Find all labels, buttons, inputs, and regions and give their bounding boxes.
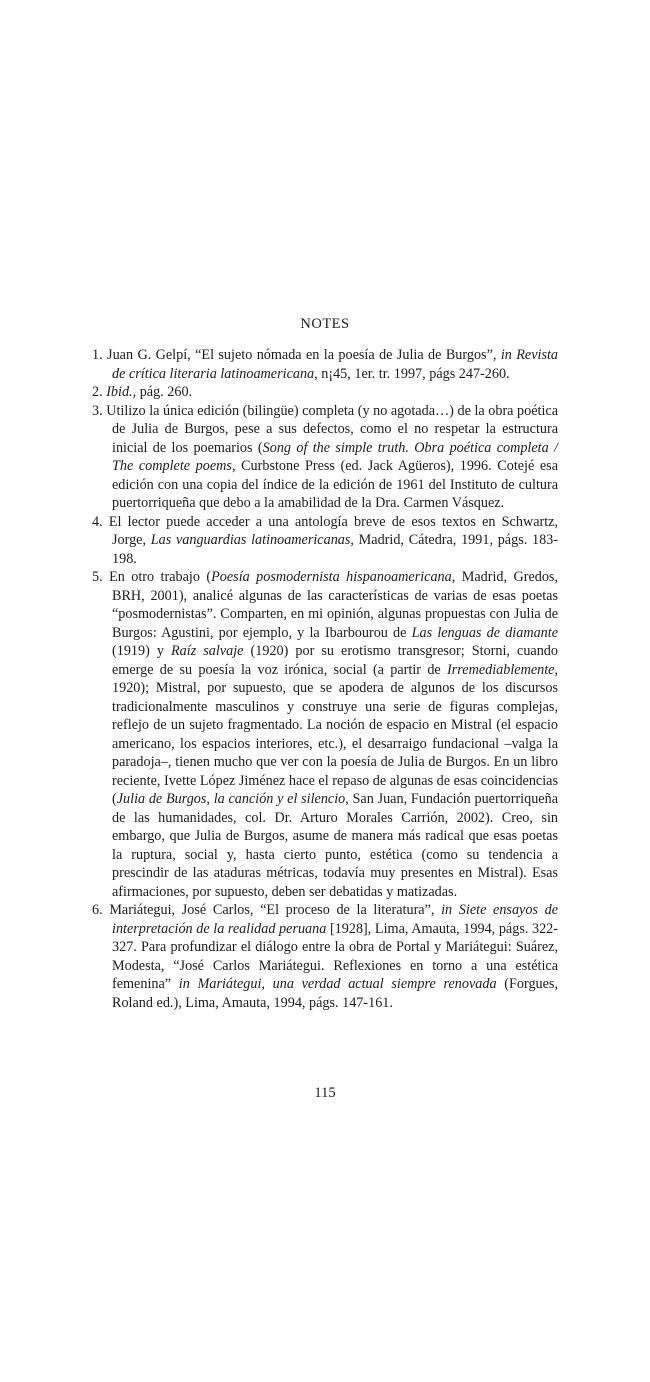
note-text: , Curbstone Press (ed. Jack Agüeros), 1996. Cotejé esa edición con una copia del índice de la edición de 1961 del Instituto de cultura puertorriqueña que debo a la amabilidad de la Dra. Carmen Vásquez. (112, 458, 558, 511)
note-number: 3. (92, 402, 103, 419)
notes-heading: NOTES (300, 316, 350, 332)
note-text: En otro trabajo ( (109, 569, 212, 585)
note-title-italic: Julia de Burgos, la canción y el silencio (116, 791, 346, 807)
note-title-italic: in Siete ensayos de interpretación de la realidad peruana (112, 902, 559, 937)
note-text: Juan G. Gelpí, “El sujeto nómada en la poesía de Julia de Burgos”, (107, 347, 501, 363)
note-item (92, 901, 558, 1012)
note-title-italic: Raíz salvaje (171, 643, 244, 659)
note-text: , 1920); Mistral, por supuesto, que se apodera de algunos de los discursos tradicionalmente masculinos y construye una serie de figuras complejas, reflejo de un sujeto fragmentado. La noción de espacio en Mistral (el espacio americano, los espacios interiores, etc.), el desarraigo fundacional –valga la paradoja–, tienen mucho que ver con la poesía de Julia de Burgos. En un libro reciente, Ivette López Jiménez hace el repaso de algunas de esas coincidencias ( (112, 661, 558, 807)
note-title-italic: Las vanguardias latinoamericanas (150, 532, 351, 548)
page-number: 115 (314, 1085, 336, 1101)
note-text: El lector puede acceder a una antología breve de esos textos en Schwartz, Jorge, (108, 513, 559, 548)
note-item (92, 383, 558, 402)
note-title-italic: Irremediablemente (447, 661, 555, 678)
note-item (92, 402, 558, 513)
note-item (92, 513, 558, 569)
note-number: 4. (92, 513, 103, 530)
note-text: , pág. 260. (132, 384, 193, 400)
note-title-italic: Poesía posmodernista hispanoamericana (211, 569, 452, 585)
note-text: (Forgues, Roland ed.), Lima, Amauta, 1994, págs. 147-161. (112, 976, 559, 1011)
note-text: , San Juan, Fundación puertorriqueña de las humanidades, col. Dr. Arturo Morales Carrión, 2002). Creo, sin embargo, que Julia de Burgos, asume de manera más radical que esas poetas la ruptura, social y, hasta cierto punto, estética (como su tendencia a prescindir de las ataduras métricas, todavía muy presentes en Mistral). Esas afirmaciones, por supuesto, deben ser debatidas y matizadas. (112, 791, 558, 900)
note-number: 1. (92, 347, 103, 363)
note-item (92, 346, 558, 383)
note-number: 5. (92, 569, 103, 585)
note-text: Mariátegui, José Carlos, “El proceso de la literatura”, (109, 902, 442, 918)
note-text: [1928], Lima, Amauta, 1994, págs. 322-327. Para profundizar el diálogo entre la obra de Portal y Mariátegui: Suárez, Modesta, “José Carlos Mariátegui. Reflexiones en torno a una estética femenina” (112, 920, 559, 992)
note-title-italic: Song of the simple truth. Obra poética completa / The complete poems (112, 439, 558, 474)
note-item (92, 568, 558, 901)
note-number: 2. (92, 384, 103, 400)
note-title-italic: in Mariátegui, una verdad actual siempre renovada (178, 976, 497, 992)
note-title-italic: Las lenguas de diamante (411, 624, 558, 641)
note-number: 6. (92, 902, 103, 918)
note-text: , Madrid, Gredos, BRH, 2001), analicé algunas de las características de varias de esas poetas “posmodernistas”. Comparten, en mi opinión, algunas propuestas con Julia de Burgos: Agustini, por ejemplo, y la Ibarbourou de (112, 569, 558, 641)
note-title-italic: in Revista de crítica literaria latinoamericana (112, 347, 559, 382)
note-text: (1919) y (112, 643, 172, 659)
note-text: , Madrid, Cátedra, 1991, págs. 183-198. (112, 532, 558, 567)
note-text: , n¡45, 1er. tr. 1997, págs 247-260. (314, 365, 510, 382)
notes-list (92, 346, 558, 1012)
note-text: (1920) por su erotismo transgresor; Storni, cuando emerge de su poesía la voz irónica, social (a partir de (112, 643, 558, 678)
note-title-italic: Ibid. (106, 384, 133, 400)
note-text: Utilizo la única edición (bilingüe) completa (y no agotada…) de la obra poética de Julia de Burgos, pese a sus defectos, como el no respetar la estructura inicial de los poemarios ( (106, 402, 559, 456)
